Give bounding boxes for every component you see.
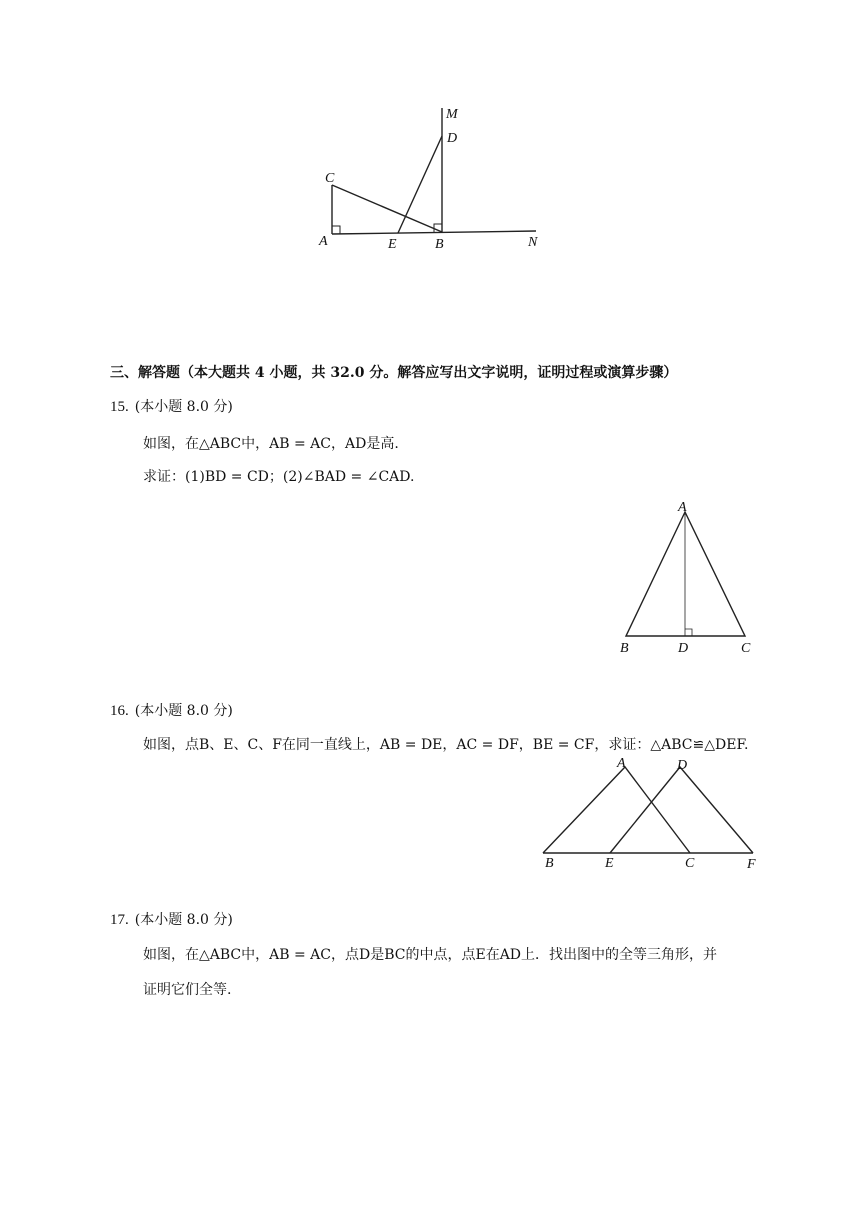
right-angle-d [685, 629, 692, 636]
triangle-def-sides [610, 767, 753, 853]
label-b: B [545, 856, 554, 871]
label-a: A [319, 234, 328, 249]
q15-line1: 如图，在△ABC中，AB = AC，AD是高. [143, 436, 399, 452]
q17-number: 17. [110, 912, 129, 928]
figure-q16 [535, 755, 770, 875]
q17-header [110, 909, 233, 929]
q16-header [110, 700, 233, 720]
q16-points: (本小题 8.0 分) [134, 703, 233, 719]
q15-number: 15. [110, 399, 129, 415]
figure-top [310, 100, 550, 260]
q17-line2: 证明它们全等. [143, 982, 232, 998]
q15-line2: 求证：(1)BD = CD；(2)∠BAD = ∠CAD. [143, 469, 415, 485]
section-title: 三、解答题（本大题共 4 小题，共 32.0 分。解答应写出文字说明，证明过程或演算步骤） [110, 365, 678, 381]
label-c: C [325, 171, 335, 186]
q16-number: 16. [110, 703, 129, 719]
label-d: D [678, 641, 689, 656]
label-c: C [685, 856, 695, 871]
q17-line1: 如图，在△ABC中，AB = AC，点D是BC的中点，点E在AD上．找出图中的全等三角形，并 [143, 947, 718, 963]
q17-points: (本小题 8.0 分) [134, 912, 233, 928]
label-c: C [741, 641, 751, 656]
label-m: M [446, 107, 458, 122]
q16-line1: 如图，点B、E、C、F在同一直线上，AB = DE，AC = DF，BE = CF，求证：△ABC≌△DEF. [143, 737, 749, 753]
line-cb [332, 185, 442, 232]
label-e: E [388, 237, 397, 252]
q15-header [110, 396, 233, 416]
figure-q15 [610, 495, 760, 660]
label-a: A [617, 756, 626, 771]
label-b: B [620, 641, 629, 656]
line-ed [398, 136, 442, 233]
triangle-abc [626, 512, 745, 636]
label-d: D [677, 758, 688, 773]
triangle-abc-sides [543, 767, 690, 853]
q15-points: (本小题 8.0 分) [134, 399, 233, 415]
label-b: B [435, 237, 444, 252]
label-a: A [678, 500, 687, 515]
label-f: F [747, 857, 756, 872]
label-e: E [605, 856, 614, 871]
label-n: N [528, 235, 538, 250]
label-d: D [447, 131, 458, 146]
right-angle-a [332, 226, 340, 234]
